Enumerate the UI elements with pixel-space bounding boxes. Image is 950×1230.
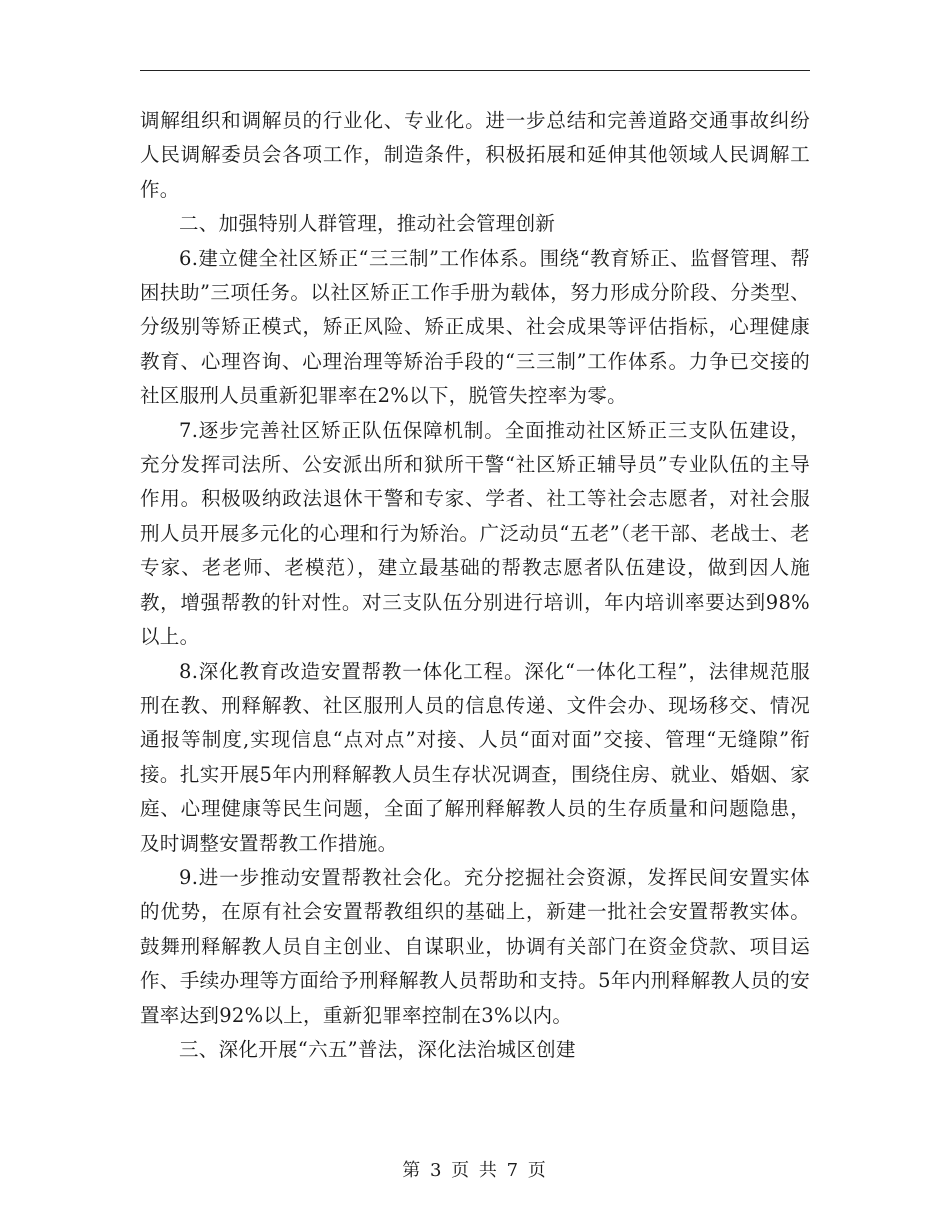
header-rule xyxy=(140,70,810,71)
paragraph-item-6: 6.建立健全社区矫正“三三制”工作体系。围绕“教育矫正、监督管理、帮困扶助”三项任务。以社区矫正工作手册为载体，努力形成分阶段、分类型、分级别等矫正模式，矫正风险、矫正成果、社会成果等评估指标，心理健康教育、心理咨询、心理治理等矫治手段的“三三制”工作体系。力争已交接的社区服刑人员重新犯罪率在2%以下，脱管失控率为零。 xyxy=(140,246,810,408)
document-body xyxy=(140,104,810,1067)
paragraph-item-7: 7.逐步完善社区矫正队伍保障机制。全面推动社区矫正三支队伍建设，充分发挥司法所、公安派出所和狱所干警“社区矫正辅导员”专业队伍的主导作用。积极吸纳政法退休干警和专家、学者、社工等社会志愿者，对社会服刑人员开展多元化的心理和行为矫治。广泛动员“五老”（老干部、老战士、老专家、老老师、老模范），建立最基础的帮教志愿者队伍建设，做到因人施教，增强帮教的针对性。对三支队伍分别进行培训，年内培训率要达到98%以上。 xyxy=(140,418,810,649)
section-heading-3: 三、深化开展“六五”普法，深化法治城区创建 xyxy=(179,1037,576,1061)
paragraph-item-8: 8.深化教育改造安置帮教一体化工程。深化“一体化工程”，法律规范服刑在教、刑释解教、社区服刑人员的信息传递、文件会办、现场移交、情况通报等制度,实现信息“点对点”对接、人员“面对面”交接、管理“无缝隙”衔接。扎实开展5年内刑释解教人员生存状况调查，围绕住房、就业、婚姻、家庭、心理健康等民生问题，全面了解刑释解教人员的生存质量和问题隐患，及时调整安置帮教工作措施。 xyxy=(140,659,810,855)
paragraph-continuation: 调解组织和调解员的行业化、专业化。进一步总结和完善道路交通事故纠纷人民调解委员会各项工作，制造条件，积极拓展和延伸其他领域人民调解工作。 xyxy=(140,109,810,201)
page-number: 第 3 页 共 7 页 xyxy=(402,1160,548,1181)
paragraph-item-9: 9.进一步推动安置帮教社会化。充分挖掘社会资源，发挥民间安置实体的优势，在原有社会安置帮教组织的基础上，新建一批社会安置帮教实体。鼓舞刑释解教人员自主创业、自谋职业，协调有关部门在资金贷款、项目运作、手续办理等方面给予刑释解教人员帮助和支持。5年内刑释解教人员的安置率达到92%以上，重新犯罪率控制在3%以内。 xyxy=(140,865,810,1027)
section-heading-2: 二、加强特别人群管理，推动社会管理创新 xyxy=(179,212,556,236)
